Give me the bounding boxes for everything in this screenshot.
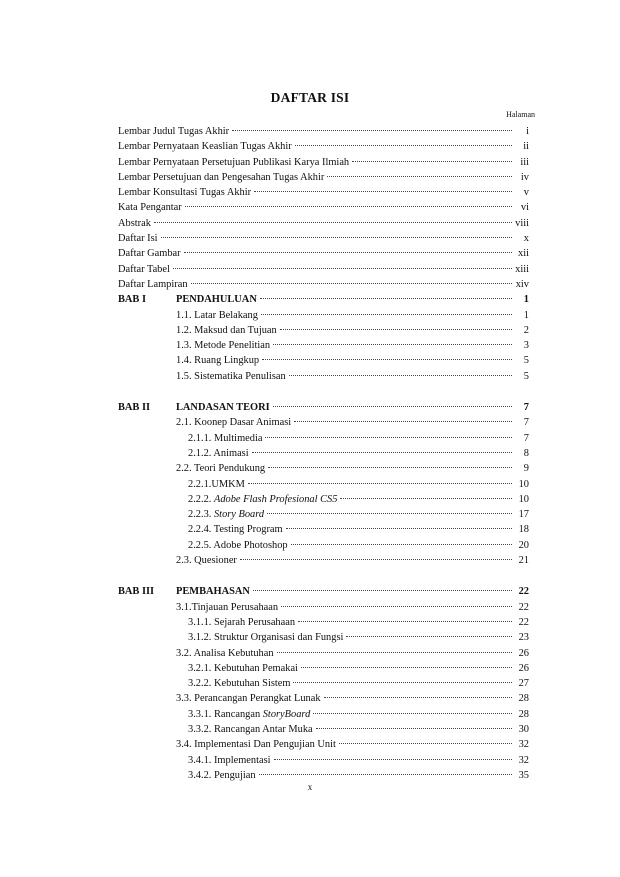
dot-leader [184,252,512,253]
toc-entry [118,124,529,139]
toc-entry-label: 1.2. Maksud dan Tujuan [176,324,277,336]
toc-entry [118,170,529,185]
toc-entry-label: 2.1.1. Multimedia [188,432,263,444]
toc-entry-page: 18 [518,524,529,536]
toc-subsection [118,661,529,676]
toc-entry-label: 2.1.2. Animasi [188,447,249,459]
toc-section [118,461,529,476]
chapter-heading [118,584,529,599]
chapter-title: PEMBAHASAN [176,586,250,598]
toc-entry-page: 5 [523,355,529,367]
toc-entry-label: 2.2.2. Adobe Flash Profesional CS5 [188,493,338,505]
toc-entry-page: 3 [523,340,529,352]
toc-entry-page: 10 [518,478,529,490]
toc-entry-page: 32 [518,739,529,751]
chapter-title: PENDAHULUAN [176,294,257,306]
dot-leader [339,743,512,744]
dot-leader [185,206,512,207]
chapter-heading [118,400,529,415]
dot-leader [248,483,512,484]
toc-entry-page: 22 [518,601,529,613]
toc-entry-page: 20 [518,539,529,551]
italic-term: Story Board [213,509,265,521]
toc-entry-page: i [526,126,529,137]
dot-leader [240,559,512,560]
dot-leader [289,375,512,376]
toc-entry-label: 2.2.1.UMKM [188,478,245,490]
halaman-label: Halaman [506,110,535,119]
toc-entry-label: 2.3. Quesioner [176,555,237,567]
dot-leader [261,314,512,315]
toc-entry [118,262,529,277]
toc-subsection [118,676,529,691]
toc-entry-page: 1 [523,309,529,321]
toc-entry-page: 26 [518,647,529,659]
dot-leader [273,406,512,407]
dot-leader [327,176,512,177]
dot-leader [324,697,512,698]
toc-entry-label: Lembar Pernyataan Persetujuan Publikasi Karya Ilmiah [118,156,350,168]
toc-subsection [118,492,529,507]
italic-term: StoryBoard [262,708,311,720]
toc-section [118,646,529,661]
chapter-page: 22 [518,586,529,598]
toc-entry-label: Lembar Konsultasi Tugas Akhir [118,187,252,199]
dot-leader [352,161,512,162]
toc-entry-label: 2.2.5. Adobe Photoshop [188,539,288,551]
toc-entry-page: 28 [518,708,529,720]
dot-leader [313,713,512,714]
dot-leader [267,513,512,514]
toc-entry-page: 35 [518,769,529,781]
toc-entry [118,200,529,215]
dot-leader [173,268,512,269]
toc-section [118,691,529,706]
dot-leader [340,498,512,499]
dot-leader [154,222,512,223]
dot-leader [286,528,512,529]
toc-entry-label: 3.2.1. Kebutuhan Pemakai [188,662,298,674]
toc-entry-page: 17 [518,509,529,521]
toc-entry-label: Daftar Gambar [118,248,181,260]
chapter-heading [118,292,529,307]
dot-leader [281,606,512,607]
toc-entry-label: Daftar Isi [118,233,158,245]
toc-entry-page: 7 [523,432,529,444]
toc-section [118,369,529,384]
toc-entry [118,155,529,170]
dot-leader [254,191,512,192]
dot-leader [253,590,512,591]
toc-subsection [118,722,529,737]
toc-entry-page: 26 [518,662,529,674]
toc-entry-label: 3.3. Perancangan Perangkat Lunak [176,693,321,705]
toc-entry-label: Lembar Pernyataan Keaslian Tugas Akhir [118,141,292,153]
toc-entry-label: Kata Pengantar [118,202,182,214]
toc-entry-label: 1.3. Metode Penelitian [176,340,271,352]
dot-leader [268,467,512,468]
toc-entry-page: xiii [515,263,529,275]
toc-entry-page: xiv [515,278,529,290]
dot-leader [161,237,512,238]
dot-leader [252,452,512,453]
toc-entry [118,139,529,154]
toc-subsection [118,753,529,768]
chapter-number: BAB I [118,294,147,306]
toc-entry-label: 1.4. Ruang Lingkup [176,355,260,367]
toc-entry-label: 3.3.1. Rancangan StoryBoard [188,708,311,720]
toc-subsection [118,522,529,537]
toc-entry-page: 28 [518,693,529,705]
toc-entry-label: Lembar Judul Tugas Akhir [118,126,230,137]
toc-entry [118,246,529,261]
toc-entry-page: iv [520,171,529,183]
toc-entry-label: 3.3.2. Rancangan Antar Muka [188,723,313,735]
toc-section [118,323,529,338]
chapter-number: BAB III [118,586,155,598]
dot-leader [316,728,512,729]
chapter-number: BAB II [118,402,151,414]
toc-entry-page: 7 [523,417,529,429]
toc-entry-label: 3.4.2. Pengujian [188,769,256,781]
dot-leader [295,145,512,146]
toc-entry-label: Abstrak [118,217,151,229]
toc-entry-page: 5 [523,370,529,382]
dot-leader [277,652,512,653]
toc-section [118,308,529,323]
toc-entry-label: 3.4.1. Implementasi [188,754,271,766]
toc-subsection [118,477,529,492]
toc-entry-label: 2.2.3. Story Board [188,509,265,521]
dot-leader [259,774,512,775]
toc-entry-label: 1.1. Latar Belakang [176,309,258,321]
toc-subsection [118,446,529,461]
toc-entry-label: Daftar Lampiran [118,278,188,290]
toc-entry-label: 3.1.Tinjauan Perusahaan [176,601,279,613]
dot-leader [273,344,512,345]
toc-entry-page: viii [515,217,529,229]
toc-entry-label: 3.2.2. Kebutuhan Sistem [188,678,291,690]
dot-leader [346,636,512,637]
dot-leader [262,359,512,360]
toc-entry-page: v [523,187,529,199]
toc-entry-page: iii [520,156,529,168]
toc-entry-label: 3.2. Analisa Kebutuhan [176,647,274,659]
toc-entry-page: vi [520,202,529,214]
toc-subsection [118,538,529,553]
toc-subsection [118,507,529,522]
toc-entry-label: 2.2.4. Testing Program [188,524,283,536]
toc-section [118,353,529,368]
toc-entry [118,185,529,200]
toc-entry-page: ii [523,141,529,153]
toc-entry-label: 1.5. Sistematika Penulisan [176,370,286,382]
toc-section [118,415,529,430]
dot-leader [191,283,512,284]
toc-subsection [118,707,529,722]
toc-entry-label: 2.2. Teori Pendukung [176,463,266,475]
toc-entry-page: xii [518,248,529,260]
toc-entry-page: 27 [518,678,529,690]
toc-entry-label: 3.4. Implementasi Dan Pengujian Unit [176,739,336,751]
toc-subsection [118,768,529,783]
dot-leader [293,682,512,683]
toc-entry-page: 9 [523,463,529,475]
toc-subsection [118,431,529,446]
dot-leader [265,437,512,438]
toc-entry-label: 3.1.2. Struktur Organisasi dan Fungsi [188,632,344,644]
dot-leader [280,329,512,330]
toc-entry-page: 32 [518,754,529,766]
toc-section [118,737,529,752]
dot-leader [298,621,512,622]
toc-entry-label: 2.1. Koonep Dasar Animasi [176,417,292,429]
toc-entry [118,277,529,292]
toc-entry-page: x [523,233,529,245]
toc-entry-page: 21 [518,555,529,567]
toc-section [118,553,529,568]
dot-leader [232,130,512,131]
toc-section [118,600,529,615]
toc-subsection [118,615,529,630]
toc-section [118,338,529,353]
dot-leader [291,544,512,545]
toc-entry-label: Daftar Tabel [118,263,170,275]
toc-entry-page: 22 [518,616,529,628]
italic-term: Adobe Flash Profesional CS5 [213,493,338,505]
toc-entry-page: 23 [518,632,529,644]
dot-leader [301,667,512,668]
toc-entry [118,231,529,246]
toc-entry-page: 8 [523,447,529,459]
page-number-footer: x [307,782,313,792]
chapter-title: LANDASAN TEORI [176,402,270,414]
toc-subsection [118,630,529,645]
toc-entry-page: 30 [518,723,529,735]
toc-entry-page: 2 [523,324,529,336]
page-title: DAFTAR ISI [270,90,350,105]
toc-entry-page: 10 [518,493,529,505]
dot-leader [274,759,512,760]
toc-entry-label: Lembar Persetujuan dan Pengesahan Tugas Akhir [118,171,325,183]
table-of-contents [118,124,529,783]
chapter-page: 1 [523,294,529,306]
dot-leader [260,298,512,299]
chapter-page: 7 [523,402,529,414]
toc-entry [118,216,529,231]
toc-entry-label: 3.1.1. Sejarah Perusahaan [188,616,296,628]
dot-leader [294,421,512,422]
